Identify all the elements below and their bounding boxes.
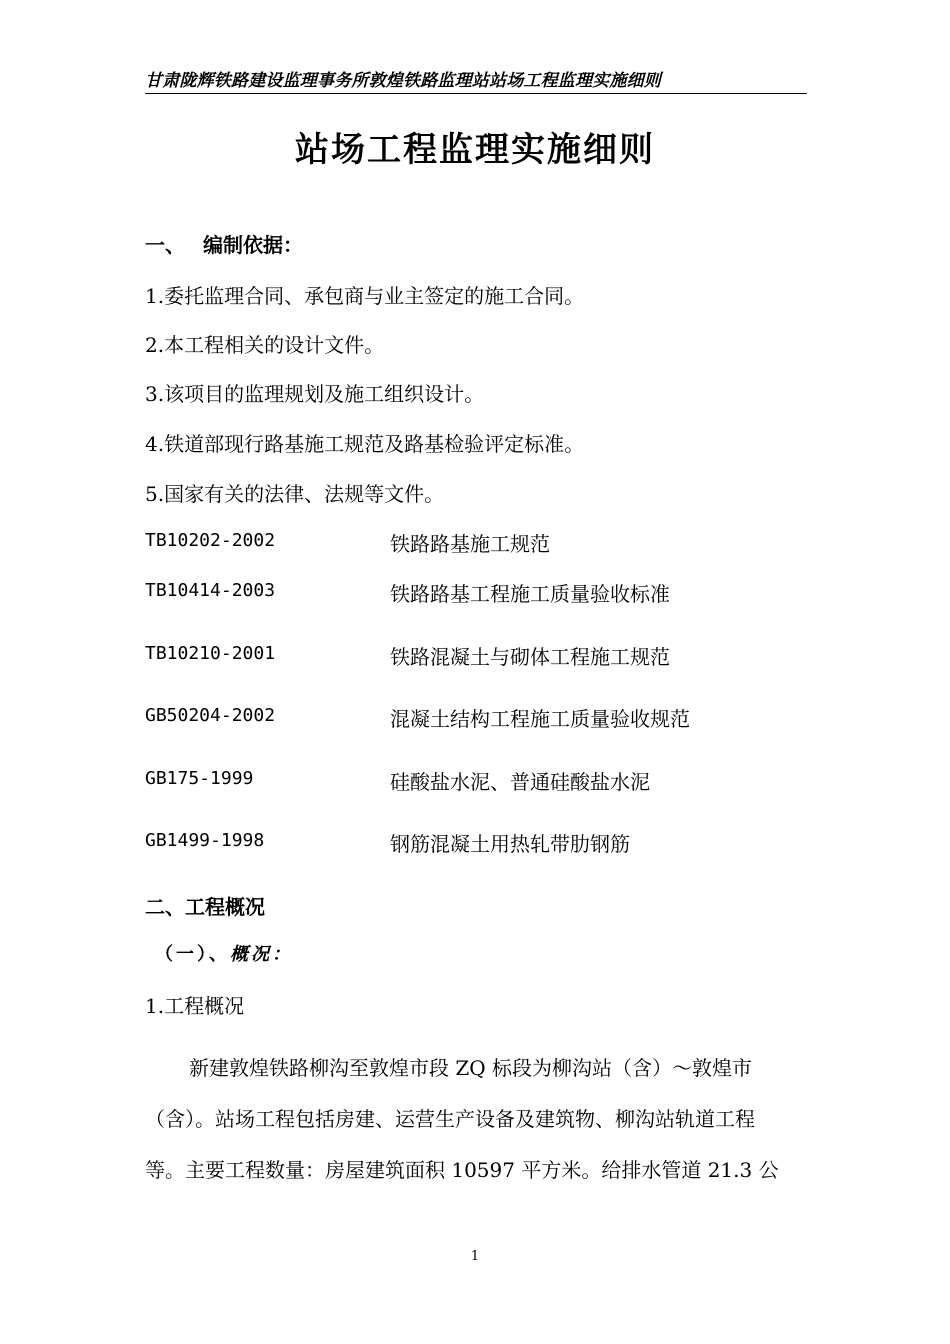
basis-item-3: 3.该项目的监理规划及施工组织设计。 (145, 382, 485, 406)
standard-code: TB10414-2003 (145, 580, 276, 601)
section-1-title: 编制依据： (203, 233, 303, 257)
basis-item-5: 5.国家有关的法律、法规等文件。 (145, 482, 445, 506)
standard-name: 铁路路基工程施工质量验收标准 (390, 582, 670, 606)
standard-code: TB10202-2002 (145, 530, 276, 551)
subsection-prefix: （一）、 (155, 944, 230, 965)
basis-item-4: 4.铁道部现行路基施工规范及路基检验评定标准。 (145, 432, 585, 456)
standard-name: 钢筋混凝土用热轧带肋钢筋 (390, 832, 630, 856)
standard-code: GB50204-2002 (145, 705, 276, 726)
header-rule (145, 93, 807, 94)
paragraph-line-1: 新建敦煌铁路柳沟至敦煌市段 ZQ 标段为柳沟站（含）～敦煌市 (189, 1056, 753, 1080)
document-title: 站场工程监理实施细则 (295, 130, 655, 170)
standard-name: 铁路混凝土与砌体工程施工规范 (390, 645, 670, 669)
paragraph-line-3: 等。主要工程数量：房屋建筑面积 10597 平方米。给排水管道 21.3 公 (145, 1158, 779, 1182)
standard-code: GB1499-1998 (145, 830, 265, 851)
standard-name: 硅酸盐水泥、普通硅酸盐水泥 (390, 770, 650, 794)
basis-item-2: 2.本工程相关的设计文件。 (145, 333, 385, 357)
subsection-title: 概况： (230, 944, 293, 965)
running-header: 甘肃陇辉铁路建设监理事务所敦煌铁路监理站站场工程监理实施细则 (145, 71, 661, 91)
standard-name: 混凝土结构工程施工质量验收规范 (390, 707, 690, 731)
standard-name: 铁路路基施工规范 (390, 532, 550, 556)
section-2-heading: 二、工程概况 (145, 895, 265, 919)
item-title: 1.工程概况 (145, 994, 245, 1018)
paragraph-line-2: （含）。站场工程包括房建、运营生产设备及建筑物、柳沟站轨道工程 (145, 1107, 755, 1131)
standard-code: TB10210-2001 (145, 643, 276, 664)
basis-item-1: 1.委托监理合同、承包商与业主签定的施工合同。 (145, 284, 585, 308)
section-1-heading (145, 229, 303, 258)
subsection-heading (155, 940, 293, 966)
section-1-number: 一、 (145, 233, 185, 257)
page-number: 1 (470, 1249, 480, 1264)
standard-code: GB175-1999 (145, 768, 254, 789)
